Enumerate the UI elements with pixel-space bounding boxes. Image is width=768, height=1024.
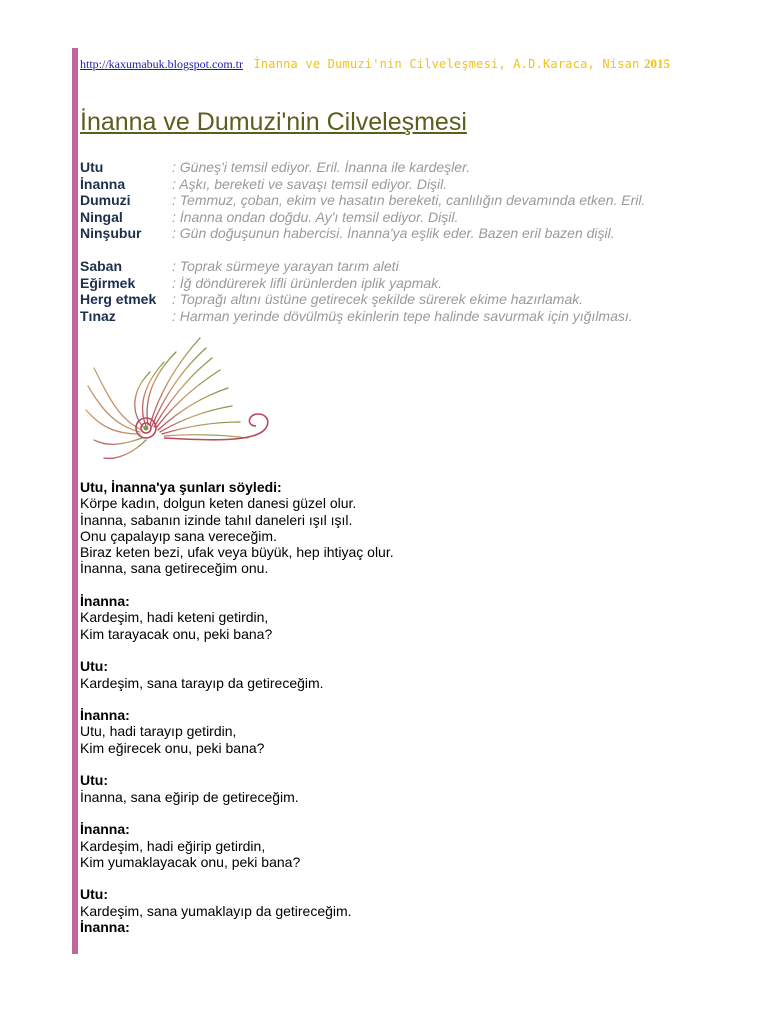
- glossary-term: İnanna: [80, 175, 126, 192]
- glossary-definition: : Güneş'i temsil ediyor. Eril. İnanna ile kardeşler.: [172, 159, 471, 175]
- glossary-term: Utu: [80, 159, 104, 175]
- speaker-label: İnanna:: [80, 919, 130, 936]
- glossary-term: Tınaz: [80, 307, 116, 324]
- header-title: İnanna ve Dumuzi'nin Cilveleşmesi, A.D.Karaca, Nisan: [253, 57, 640, 71]
- dialogue-spacer: [80, 691, 394, 707]
- phoenix-swirl-ornament-icon: [80, 330, 280, 470]
- speaker-label: İnanna:: [80, 821, 130, 838]
- glossary-row: [80, 275, 645, 292]
- speaker-label: İnanna:: [80, 707, 130, 724]
- glossary-term: Herg etmek: [80, 291, 157, 308]
- dialogue-line: Körpe kadın, dolgun keten danesi güzel olur.: [80, 495, 357, 512]
- dialogue-line: Biraz keten bezi, ufak veya büyük, hep ihtiyaç olur.: [80, 544, 394, 561]
- dialogue-line: İnanna, sana getireceğim onu.: [80, 560, 269, 577]
- dialogue-line: Utu, hadi tarayıp getirdin,: [80, 723, 237, 740]
- glossary-spacer: [80, 242, 645, 258]
- speaker-label: Utu, İnanna'ya şunları söyledi:: [80, 479, 282, 495]
- dialogue-line: İnanna, sana eğirip de getireceğim.: [80, 788, 299, 805]
- dialogue-line: Kardeşim, hadi keteni getirdin,: [80, 609, 269, 626]
- glossary-definition: : Gün doğuşunun habercisi. İnanna'ya eşlik eder. Bazen eril bazen dişil.: [172, 225, 615, 242]
- glossary-term: Dumuzi: [80, 192, 131, 209]
- dialogue-spacer: [80, 805, 394, 821]
- dialogue-spacer: [80, 642, 394, 658]
- glossary-definition: : İnanna ondan doğdu. Ay'ı temsil ediyor. Dişil.: [172, 208, 459, 225]
- dialogue-line: Kim tarayacak onu, peki bana?: [80, 625, 273, 642]
- dialogue-spacer: [80, 756, 394, 772]
- glossary-row: [80, 209, 645, 226]
- glossary-definition: : Temmuz, çoban, ekim ve hasatın bereketi, canlılığın devamında etken. Eril.: [172, 192, 646, 209]
- glossary-term: Saban: [80, 257, 123, 274]
- glossary-terms: [80, 258, 645, 324]
- dialogue-line: Kardeşim, sana tarayıp da getireceğim.: [80, 674, 324, 691]
- blog-link[interactable]: http://kaxumabuk.blogspot.com.tr: [80, 57, 243, 71]
- glossary-term: Ninşubur: [80, 225, 142, 242]
- speaker-label: İnanna:: [80, 593, 130, 610]
- speaker-label: Utu:: [80, 886, 108, 903]
- glossary-term: Ningal: [80, 208, 123, 225]
- dialogue-spacer: [80, 870, 394, 886]
- page-header: [80, 55, 670, 73]
- speaker-label: Utu:: [80, 772, 108, 789]
- dialogue-line: Kardeşim, sana yumaklayıp da getireceğim.: [80, 902, 352, 919]
- glossary: [80, 159, 645, 324]
- glossary-row: [80, 291, 645, 308]
- glossary-row: [80, 176, 645, 193]
- glossary-row: [80, 159, 645, 176]
- glossary-characters: [80, 159, 645, 242]
- glossary-row: [80, 192, 645, 209]
- glossary-row: [80, 225, 645, 242]
- dialogue-spacer: [80, 577, 394, 593]
- document-title: İnanna ve Dumuzi'nin Cilveleşmesi: [80, 108, 467, 136]
- dialogue-line: Kim yumaklayacak onu, peki bana?: [80, 853, 301, 870]
- speaker-label: Utu:: [80, 658, 108, 675]
- dialogue: [80, 479, 394, 935]
- dialogue-line: Kardeşim, hadi eğirip getirdin,: [80, 837, 266, 854]
- glossary-definition: : Toprağı altını üstüne getirecek şekilde sürerek ekime hazırlamak.: [172, 291, 584, 308]
- dialogue-line: Onu çapalayıp sana vereceğim.: [80, 527, 277, 544]
- left-accent-bar: [72, 48, 78, 954]
- glossary-definition: : Aşkı, bereketi ve savaşı temsil ediyor. Dişil.: [172, 175, 448, 192]
- dialogue-line: İnanna, sabanın izinde tahıl daneleri ışıl ışıl.: [80, 511, 353, 528]
- glossary-row: [80, 258, 645, 275]
- glossary-row: [80, 308, 645, 325]
- glossary-definition: : İğ döndürerek lifli ürünlerden iplik yapmak.: [172, 274, 443, 291]
- glossary-term: Eğirmek: [80, 274, 136, 291]
- dialogue-line: Kim eğirecek onu, peki bana?: [80, 739, 265, 756]
- header-year: 2015: [643, 56, 670, 71]
- glossary-definition: : Harman yerinde dövülmüş ekinlerin tepe halinde savurmak için yığılması.: [172, 307, 633, 324]
- glossary-definition: : Toprak sürmeye yarayan tarım aleti: [172, 257, 399, 274]
